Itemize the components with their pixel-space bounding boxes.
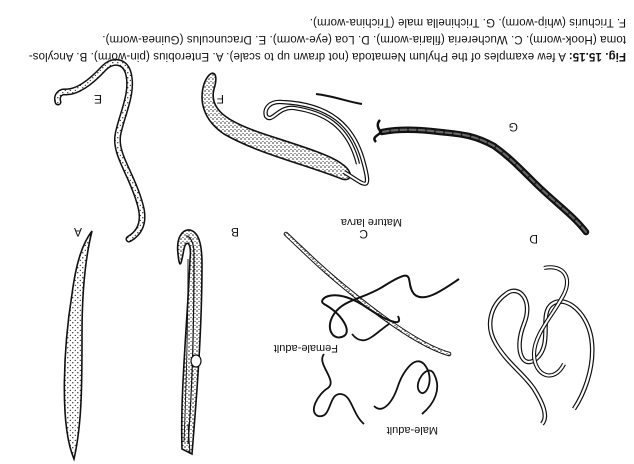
caption-text-1: A few examples of the Phylum Nematoda (not drawn up to scale). A. Enterobius (pin-worm). B. Ancylos- bbox=[28, 50, 566, 62]
trichuris-thick-body bbox=[202, 73, 350, 179]
label-g: G bbox=[508, 120, 518, 134]
female-adult-tail bbox=[352, 324, 389, 340]
caption-line-2: toma (Hook-worm). C. Wuchereria (filaria-worm). D. Loa (eye-worm). E. Dracunculus (Guinea-worm). bbox=[102, 33, 626, 45]
trichinella-body-inner bbox=[382, 130, 586, 232]
specimen-a-enterobius bbox=[64, 231, 92, 459]
caption-fig-label: Fig. 15.15: bbox=[568, 50, 626, 62]
specimen-d-loa bbox=[490, 267, 592, 424]
loa-body-inner bbox=[490, 291, 592, 424]
caption-line-3: F. Trichuris (whip-worm). G. Trichinella male (Trichina-worm). bbox=[309, 16, 626, 28]
label-b: B bbox=[230, 225, 239, 239]
trichinella-body bbox=[382, 130, 586, 232]
label-d: D bbox=[529, 232, 538, 246]
specimen-g-trichinella bbox=[374, 120, 586, 232]
trichuris-tip bbox=[316, 94, 362, 104]
caption-line-1 bbox=[29, 50, 626, 62]
enterobius-body bbox=[64, 231, 92, 459]
ancylostoma-bulb bbox=[191, 355, 201, 367]
label-mature-larva: Mature larva bbox=[340, 216, 402, 228]
label-c: C bbox=[359, 227, 368, 241]
specimen-b-ancylostoma bbox=[178, 230, 202, 454]
specimen-c-wuchereria bbox=[286, 234, 459, 424]
specimen-f-trichuris bbox=[202, 73, 367, 184]
specimen-e-dracunculus bbox=[57, 62, 142, 239]
male-adult-1 bbox=[374, 361, 437, 414]
label-male-adult: Male-adult bbox=[386, 424, 438, 436]
label-female-adult: Female-adult bbox=[273, 342, 338, 354]
label-a: A bbox=[73, 225, 82, 239]
label-f: F bbox=[216, 92, 224, 106]
trichinella-head bbox=[374, 120, 382, 142]
label-e: E bbox=[93, 92, 102, 106]
male-adult-2 bbox=[314, 354, 364, 424]
